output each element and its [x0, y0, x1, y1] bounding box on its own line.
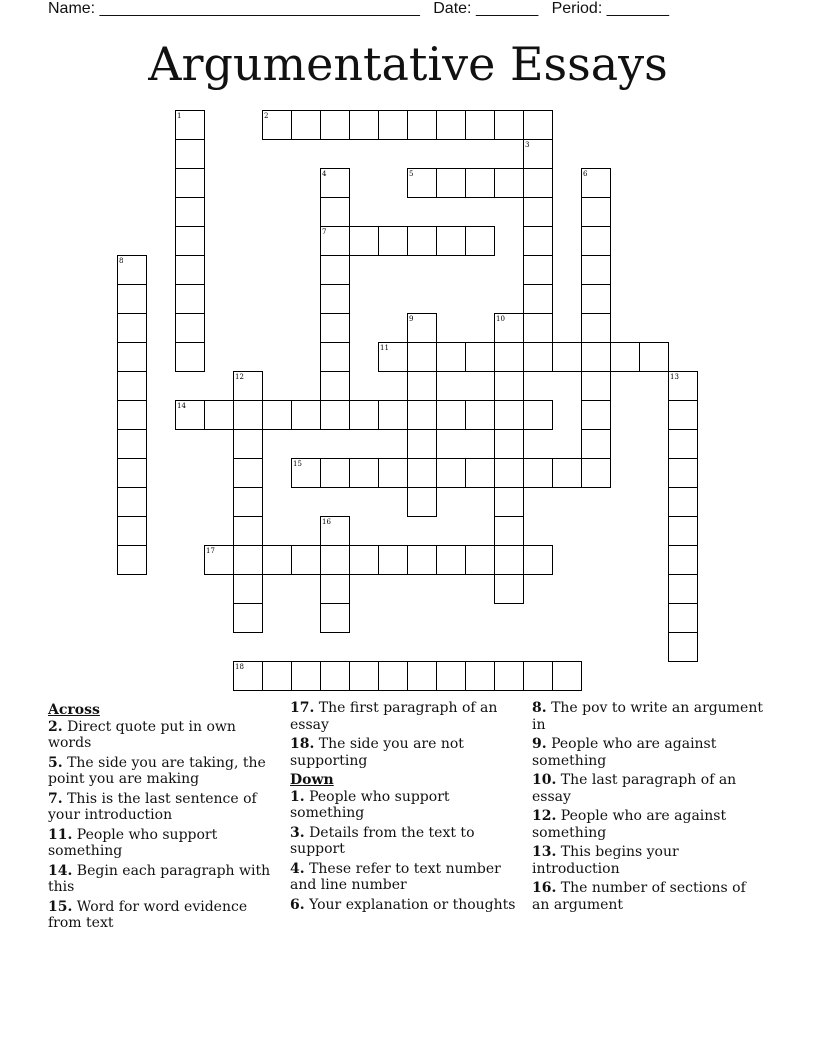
grid-cell[interactable] — [262, 400, 292, 430]
grid-cell[interactable] — [175, 226, 205, 256]
grid-cell[interactable] — [407, 226, 437, 256]
page-title: Argumentative Essays — [148, 37, 668, 91]
grid-cell[interactable] — [494, 342, 524, 372]
grid-cell[interactable] — [581, 255, 611, 285]
grid-cell[interactable] — [465, 661, 495, 691]
grid-cell[interactable] — [436, 458, 466, 488]
clue-item-text: The last paragraph of an essay — [532, 772, 737, 805]
grid-cell[interactable] — [175, 342, 205, 372]
grid-cell[interactable] — [175, 255, 205, 285]
grid-cell[interactable] — [494, 371, 524, 401]
grid-cell[interactable] — [320, 545, 350, 575]
grid-cell[interactable] — [291, 400, 321, 430]
clue-item-text: People who support something — [290, 788, 450, 821]
grid-cell[interactable] — [349, 661, 379, 691]
grid-cell[interactable] — [349, 400, 379, 430]
clue-item-number: 13. — [532, 844, 557, 860]
clue-number: 13 — [670, 373, 679, 381]
grid-cell[interactable] — [233, 545, 263, 575]
clue-number: 3 — [525, 141, 530, 149]
grid-cell[interactable] — [320, 661, 350, 691]
clue-number: 11 — [380, 344, 389, 352]
grid-cell[interactable] — [320, 197, 350, 227]
grid-cell[interactable] — [175, 168, 205, 198]
grid-cell[interactable] — [320, 342, 350, 372]
down-heading: Down — [290, 772, 334, 788]
clue-item-number: 18. — [290, 736, 315, 752]
grid-cell[interactable] — [494, 110, 524, 140]
grid-cell[interactable] — [552, 458, 582, 488]
across-heading: Across — [48, 702, 100, 718]
grid-cell[interactable] — [465, 545, 495, 575]
clue-number: 2 — [264, 112, 269, 120]
grid-cell[interactable] — [349, 545, 379, 575]
grid-cell[interactable] — [523, 197, 553, 227]
grid-cell[interactable] — [668, 574, 698, 604]
clue-item — [532, 700, 767, 733]
student-info-header: Name: ____________________________________ Date: _______ Period: _______ — [48, 0, 669, 17]
grid-cell[interactable] — [291, 661, 321, 691]
grid-cell[interactable] — [494, 661, 524, 691]
grid-cell[interactable] — [407, 487, 437, 517]
grid-cell[interactable] — [175, 313, 205, 343]
grid-cell[interactable] — [117, 371, 147, 401]
grid-cell[interactable] — [639, 342, 669, 372]
clue-item-number: 8. — [532, 700, 547, 716]
grid-cell[interactable] — [668, 400, 698, 430]
grid-cell[interactable] — [233, 400, 263, 430]
grid-cell[interactable] — [117, 429, 147, 459]
clue-item-number: 4. — [290, 860, 305, 877]
clue-item-text: Begin each paragraph with this — [48, 862, 271, 895]
clues-column-2 — [290, 700, 525, 916]
grid-cell[interactable] — [436, 545, 466, 575]
clue-item — [290, 789, 525, 822]
grid-cell[interactable] — [407, 661, 437, 691]
grid-cell[interactable] — [117, 313, 147, 343]
clue-item-number: 16. — [532, 880, 557, 896]
clue-item — [48, 719, 283, 752]
clues-column-3 — [532, 700, 767, 916]
grid-cell[interactable] — [523, 226, 553, 256]
clue-item-number: 11. — [48, 826, 73, 843]
grid-cell[interactable] — [581, 400, 611, 430]
grid-cell[interactable] — [117, 487, 147, 517]
grid-cell[interactable] — [494, 168, 524, 198]
grid-cell[interactable] — [465, 110, 495, 140]
grid-cell[interactable] — [581, 197, 611, 227]
grid-cell[interactable] — [175, 284, 205, 314]
grid-cell[interactable] — [465, 400, 495, 430]
grid-cell[interactable] — [494, 545, 524, 575]
clue-item-text: This begins your introduction — [532, 844, 679, 877]
clue-item-number: 9. — [532, 736, 547, 752]
clue-number: 15 — [293, 460, 302, 468]
grid-cell[interactable] — [494, 574, 524, 604]
grid-cell[interactable] — [378, 458, 408, 488]
clue-item — [290, 736, 525, 769]
grid-cell[interactable] — [465, 342, 495, 372]
clue-item-text: The side you are not supporting — [290, 736, 464, 769]
clue-number: 14 — [177, 402, 186, 410]
grid-cell[interactable] — [436, 342, 466, 372]
clue-number: 8 — [119, 257, 124, 265]
clue-item — [48, 791, 283, 824]
grid-cell[interactable] — [320, 284, 350, 314]
grid-cell[interactable] — [233, 603, 263, 633]
clue-item — [290, 825, 525, 858]
grid-cell[interactable] — [668, 429, 698, 459]
clue-item-number: 3. — [290, 824, 305, 841]
clue-item-number: 7. — [48, 790, 63, 807]
clue-number: 6 — [583, 170, 588, 178]
clue-item-number: 14. — [48, 862, 73, 879]
grid-cell[interactable] — [523, 400, 553, 430]
grid-cell[interactable] — [581, 429, 611, 459]
grid-cell[interactable] — [523, 342, 553, 372]
grid-cell[interactable] — [610, 342, 640, 372]
clue-number: 16 — [322, 518, 331, 526]
grid-cell[interactable] — [552, 661, 582, 691]
clue-item — [532, 736, 767, 769]
clue-item-text: People who are against something — [532, 808, 727, 841]
clue-item — [48, 755, 283, 788]
grid-cell[interactable] — [291, 110, 321, 140]
grid-cell[interactable] — [668, 545, 698, 575]
grid-cell[interactable] — [378, 110, 408, 140]
grid-cell[interactable] — [175, 139, 205, 169]
grid-cell[interactable] — [523, 284, 553, 314]
grid-cell[interactable] — [436, 168, 466, 198]
clue-item — [532, 880, 767, 913]
grid-cell[interactable] — [320, 110, 350, 140]
grid-cell[interactable] — [378, 545, 408, 575]
grid-cell[interactable] — [494, 516, 524, 546]
clue-number: 4 — [322, 170, 327, 178]
clue-item — [290, 861, 525, 894]
grid-cell[interactable] — [407, 371, 437, 401]
grid-cell[interactable] — [407, 458, 437, 488]
clue-item-text: Details from the text to support — [290, 824, 475, 857]
grid-cell[interactable] — [523, 458, 553, 488]
grid-cell[interactable] — [349, 226, 379, 256]
grid-cell[interactable] — [378, 226, 408, 256]
grid-cell[interactable] — [407, 342, 437, 372]
grid-cell[interactable] — [523, 545, 553, 575]
grid-cell[interactable] — [494, 458, 524, 488]
grid-cell[interactable] — [291, 545, 321, 575]
grid-cell[interactable] — [668, 487, 698, 517]
clue-item — [290, 897, 525, 914]
grid-cell[interactable] — [523, 661, 553, 691]
grid-cell[interactable] — [262, 661, 292, 691]
grid-cell[interactable] — [117, 458, 147, 488]
clue-item-number: 10. — [532, 772, 557, 788]
clue-item-number: 5. — [48, 754, 63, 771]
clue-item-number: 2. — [48, 718, 63, 735]
grid-cell[interactable] — [407, 400, 437, 430]
clues-column-1 — [48, 700, 283, 935]
grid-cell[interactable] — [233, 487, 263, 517]
clue-number: 18 — [235, 663, 244, 671]
grid-cell[interactable] — [262, 545, 292, 575]
clue-item-text: The first paragraph of an essay — [290, 700, 498, 733]
grid-cell[interactable] — [494, 487, 524, 517]
clue-item-text: The side you are taking, the point you are making — [48, 754, 266, 787]
clue-item-text: Your explanation or thoughts — [304, 896, 516, 913]
grid-cell[interactable] — [117, 400, 147, 430]
clue-number: 12 — [235, 373, 244, 381]
grid-cell[interactable] — [349, 458, 379, 488]
grid-cell[interactable] — [494, 429, 524, 459]
clue-number: 7 — [322, 228, 327, 236]
grid-cell[interactable] — [233, 516, 263, 546]
clue-item-text: Direct quote put in own words — [48, 718, 236, 751]
grid-cell[interactable] — [581, 284, 611, 314]
grid-cell[interactable] — [436, 661, 466, 691]
grid-cell[interactable] — [581, 313, 611, 343]
grid-cell[interactable] — [349, 110, 379, 140]
grid-cell[interactable] — [378, 400, 408, 430]
grid-cell[interactable] — [233, 429, 263, 459]
grid-cell[interactable] — [320, 400, 350, 430]
grid-cell[interactable] — [320, 603, 350, 633]
clue-item-text: People who are against something — [532, 736, 717, 769]
clue-item — [48, 827, 283, 860]
clue-item-text: These refer to text number and line number — [290, 860, 501, 893]
grid-cell[interactable] — [668, 603, 698, 633]
clue-item — [290, 700, 525, 733]
clue-number: 10 — [496, 315, 505, 323]
grid-cell[interactable] — [465, 168, 495, 198]
grid-cell[interactable] — [668, 458, 698, 488]
grid-cell[interactable] — [233, 458, 263, 488]
grid-cell[interactable] — [581, 342, 611, 372]
grid-cell[interactable] — [233, 574, 263, 604]
grid-cell[interactable] — [465, 226, 495, 256]
grid-cell[interactable] — [523, 168, 553, 198]
clue-item-text: This is the last sentence of your introduction — [48, 790, 257, 823]
clue-item-text: Word for word evidence from text — [48, 898, 248, 931]
clue-item-number: 1. — [290, 788, 305, 805]
clue-item-text: The pov to write an argument in — [532, 700, 763, 733]
clue-item-number: 12. — [532, 808, 557, 824]
grid-cell[interactable] — [378, 661, 408, 691]
grid-cell[interactable] — [668, 516, 698, 546]
clue-item-text: People who support something — [48, 826, 218, 859]
grid-cell[interactable] — [117, 284, 147, 314]
grid-cell[interactable] — [407, 545, 437, 575]
grid-cell[interactable] — [407, 429, 437, 459]
grid-cell[interactable] — [320, 255, 350, 285]
grid-cell[interactable] — [581, 226, 611, 256]
clue-number: 17 — [206, 547, 215, 555]
grid-cell[interactable] — [581, 371, 611, 401]
grid-cell[interactable] — [320, 371, 350, 401]
clue-item-number: 6. — [290, 896, 305, 913]
grid-cell[interactable] — [523, 255, 553, 285]
clue-item-number: 17. — [290, 700, 315, 716]
clue-number: 1 — [177, 112, 182, 120]
clue-item — [48, 863, 283, 896]
clues-section — [48, 700, 768, 960]
grid-cell[interactable] — [407, 110, 437, 140]
grid-cell[interactable] — [668, 632, 698, 662]
grid-cell[interactable] — [581, 458, 611, 488]
clue-item — [532, 844, 767, 877]
clue-item — [48, 899, 283, 932]
grid-cell[interactable] — [523, 110, 553, 140]
grid-cell[interactable] — [117, 342, 147, 372]
clue-number: 5 — [409, 170, 414, 178]
grid-cell[interactable] — [552, 342, 582, 372]
grid-cell[interactable] — [320, 313, 350, 343]
grid-cell[interactable] — [320, 574, 350, 604]
clue-item — [532, 808, 767, 841]
clue-item-number: 15. — [48, 898, 73, 915]
grid-cell[interactable] — [204, 400, 234, 430]
grid-cell[interactable] — [465, 458, 495, 488]
clue-item-text: The number of sections of an argument — [532, 880, 746, 913]
grid-cell[interactable] — [175, 197, 205, 227]
grid-cell[interactable] — [436, 226, 466, 256]
grid-cell[interactable] — [436, 110, 466, 140]
clue-number: 9 — [409, 315, 414, 323]
grid-cell[interactable] — [117, 545, 147, 575]
clue-item — [532, 772, 767, 805]
grid-cell[interactable] — [320, 458, 350, 488]
grid-cell[interactable] — [494, 400, 524, 430]
grid-cell[interactable] — [523, 313, 553, 343]
grid-cell[interactable] — [436, 400, 466, 430]
grid-cell[interactable] — [117, 516, 147, 546]
